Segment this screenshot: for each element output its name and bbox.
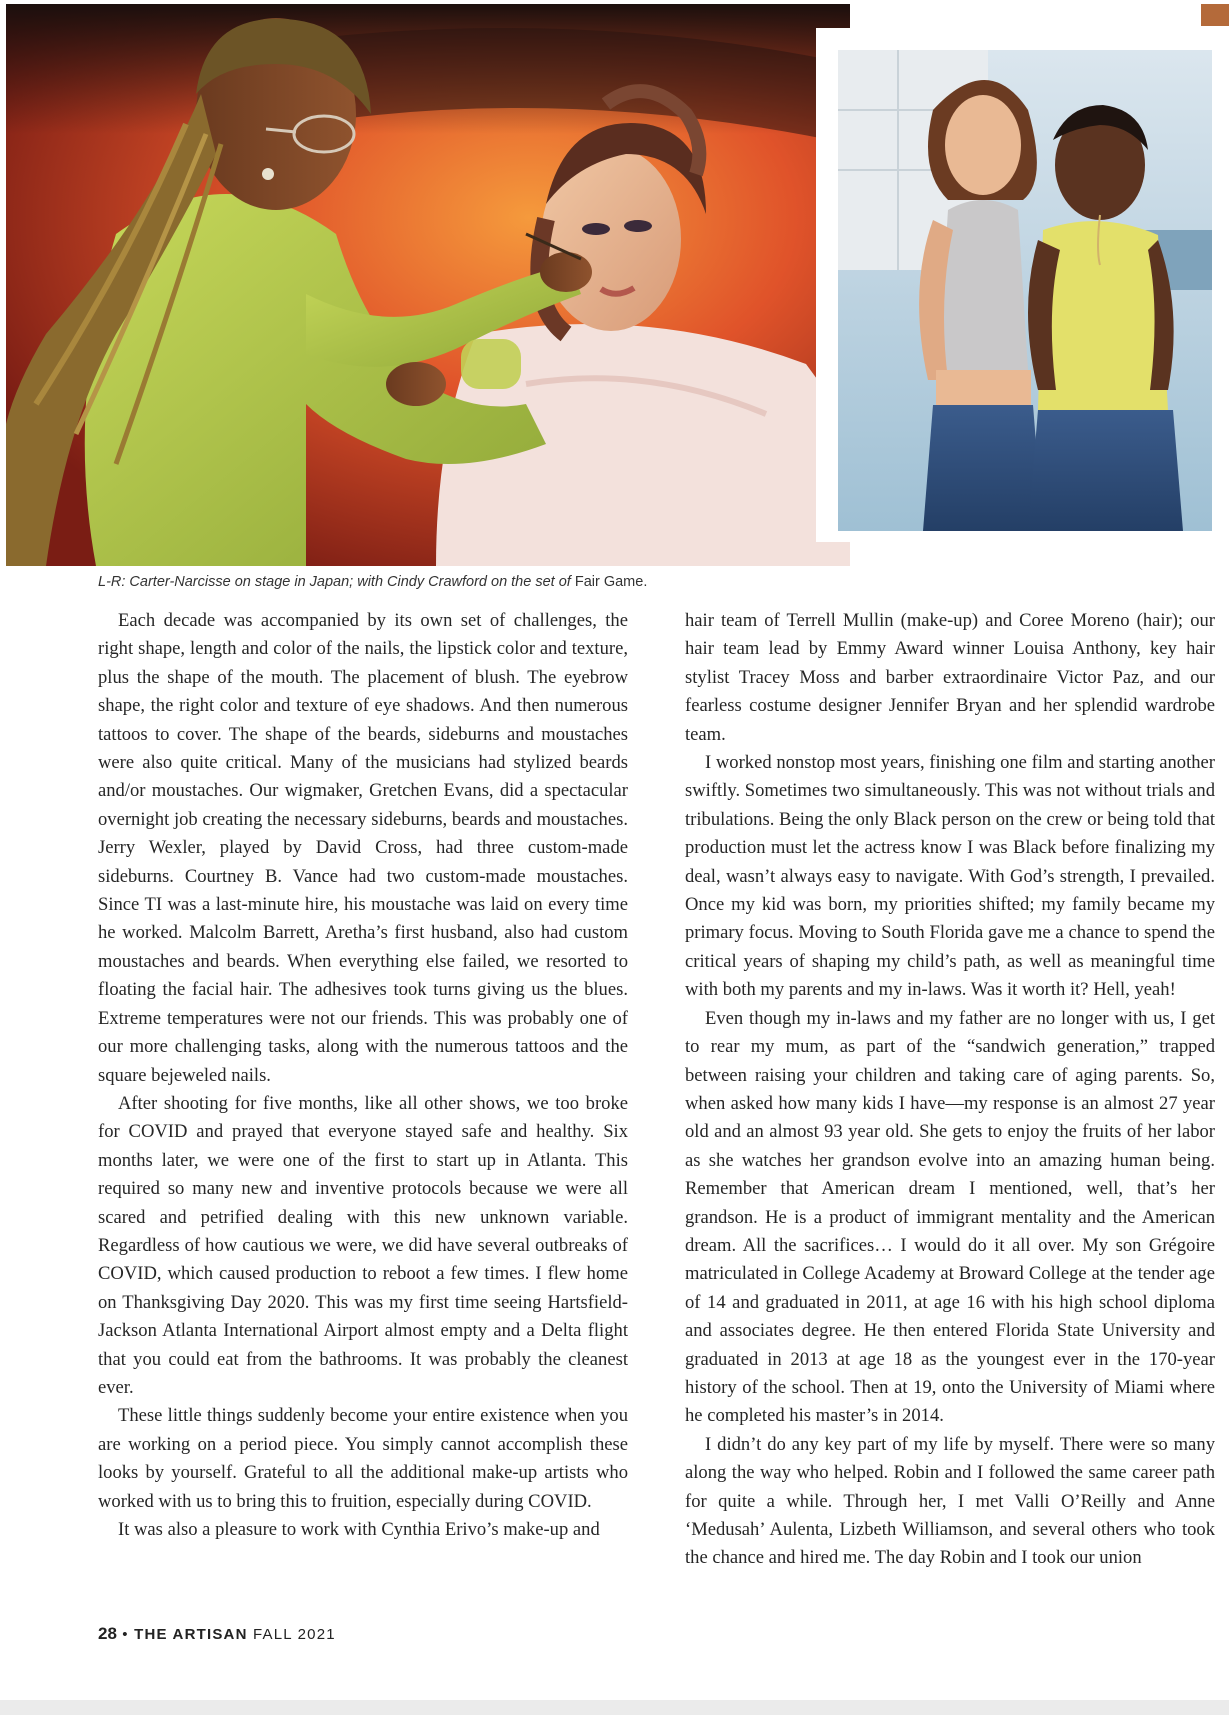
decorative-corner: [1201, 4, 1229, 26]
footer-separator: •: [122, 1626, 129, 1643]
issue-label: FALL 2021: [252, 1626, 336, 1643]
paragraph: It was also a pleasure to work with Cynthia Erivo’s make-up and: [118, 1519, 600, 1540]
paragraph-continuation: hair team of Terrell Mullin (make-up) and Coree Moreno (hair); our hair team lead by Emmy Award winner Louisa Anthony, key hair stylist Tracey Moss and barber extraordinaire Victor Paz, and our fearless costume designer Jennifer Bryan and her splendid wardrobe team.: [685, 610, 1215, 745]
paragraph: I didn’t do any key part of my life by myself. There were so many along the way who helped. Robin and I followed the same career path for quite a while. Through her, I met Valli O’Reilly and Anne ‘Medusah’ Aulenta, Lizbeth Williamson, and several others who took the chance and hired me. The day Robin and I took our union: [685, 1433, 1215, 1569]
photo-makeup-on-stage: [6, 4, 850, 566]
caption-film-title: Fair Game.: [574, 574, 648, 590]
page-footer: [98, 1624, 336, 1644]
paragraph: These little things suddenly become your entire existence when you are working on a period piece. You simply cannot accomplish these looks by yourself. Grateful to all the additional make-up artists who worked with us to bring this to fruition, especially during COVID.: [98, 1405, 628, 1512]
article-column-right: [685, 607, 1215, 1573]
photo-with-cindy-crawford: [838, 50, 1212, 531]
photo-caption: [98, 574, 798, 590]
page-number: 28: [98, 1624, 117, 1643]
article-column-left: [98, 607, 628, 1544]
paragraph: Each decade was accompanied by its own set of challenges, the right shape, length and color of the nails, the lipstick color and texture, plus the shape of the mouth. The placement of blush. The eyebrow shape, the right color and texture of eye shadows. And then numerous tattoos to cover. The shape of the beards, sideburns and moustaches were also quite critical. Many of the musicians had stylized beards and/or moustaches. Our wigmaker, Gretchen Evans, did a spectacular overnight job creating the necessary sideburns, beards and moustaches. Jerry Wexler, played by David Cross, had three custom-made sideburns. Courtney B. Vance had two custom-made moustaches. Since TI was a last-minute hire, his moustache was laid on every time he worked. Malcolm Barrett, Aretha’s first husband, also had custom moustaches and beards. When everything else failed, we resorted to floating the facial hair. The adhesives took turns giving us the blues. Extreme temperatures were not our friends. This was probably one of our more challenging tasks, along with the numerous tattoos and the square bejeweled nails.: [98, 610, 628, 1086]
photo-makeup-on-stage-illustration: [6, 4, 850, 566]
publication-name: THE ARTISAN: [134, 1626, 248, 1643]
paragraph: Even though my in-laws and my father are no longer with us, I get to rear my mum, as part of the “sandwich generation,” trapped between raising your children and taking care of aging parents. So, when asked how many kids I have—my response is an almost 27 year old and an almost 93 year old. She gets to enjoy the fruits of her labor as she watches her grandson evolve into an amazing human being. Remember that American dream I mentioned, well, that’s her grandson. He is a product of immigrant mentality and the American dream. All the sacrifices… I would do it all over. My son Grégoire matriculated in College Academy at Broward College at the tender age of 14 and graduated in 2011, at age 16 with his high school diploma and associates degree. He then entered Florida State University and graduated in 2013 at age 18 as the youngest ever in the 170-year history of the school. Then at 19, onto the University of Miami where he completed his master’s in 2014.: [685, 1007, 1215, 1427]
paragraph: After shooting for five months, like all other shows, we too broke for COVID and prayed that everyone stayed safe and healthy. Six months later, we were one of the first to start up in Atlanta. This required so many new and inventive protocols because we were all scared and petrified dealing with this new unknown variable. Regardless of how cautious we were, we did have several outbreaks of COVID, which caused production to reboot a few times. I flew home on Thanksgiving Day 2020. This was my first time seeing Hartsfield-Jackson Atlanta International Airport almost empty and a Delta flight that you could eat from the bathrooms. It was probably the cleanest ever.: [98, 1092, 628, 1398]
bottom-edge: [0, 1700, 1229, 1715]
caption-text: L-R: Carter-Narcisse on stage in Japan; with Cindy Crawford on the set of: [98, 574, 575, 590]
photo-with-cindy-crawford-illustration: [838, 50, 1212, 531]
paragraph: I worked nonstop most years, finishing one film and starting another swiftly. Sometimes two simultaneously. This was not without trials and tribulations. Being the only Black person on the crew or being told that production must let the actress know I was Black before finalizing my deal, wasn’t always easy to navigate. With God’s strength, I prevailed. Once my kid was born, my priorities shifted; my family became my primary focus. Moving to South Florida gave me a chance to spend the critical years of shaping my child’s path, as well as meaningful time with both my parents and my in-laws. Was it worth it? Hell, yeah!: [685, 752, 1215, 1001]
